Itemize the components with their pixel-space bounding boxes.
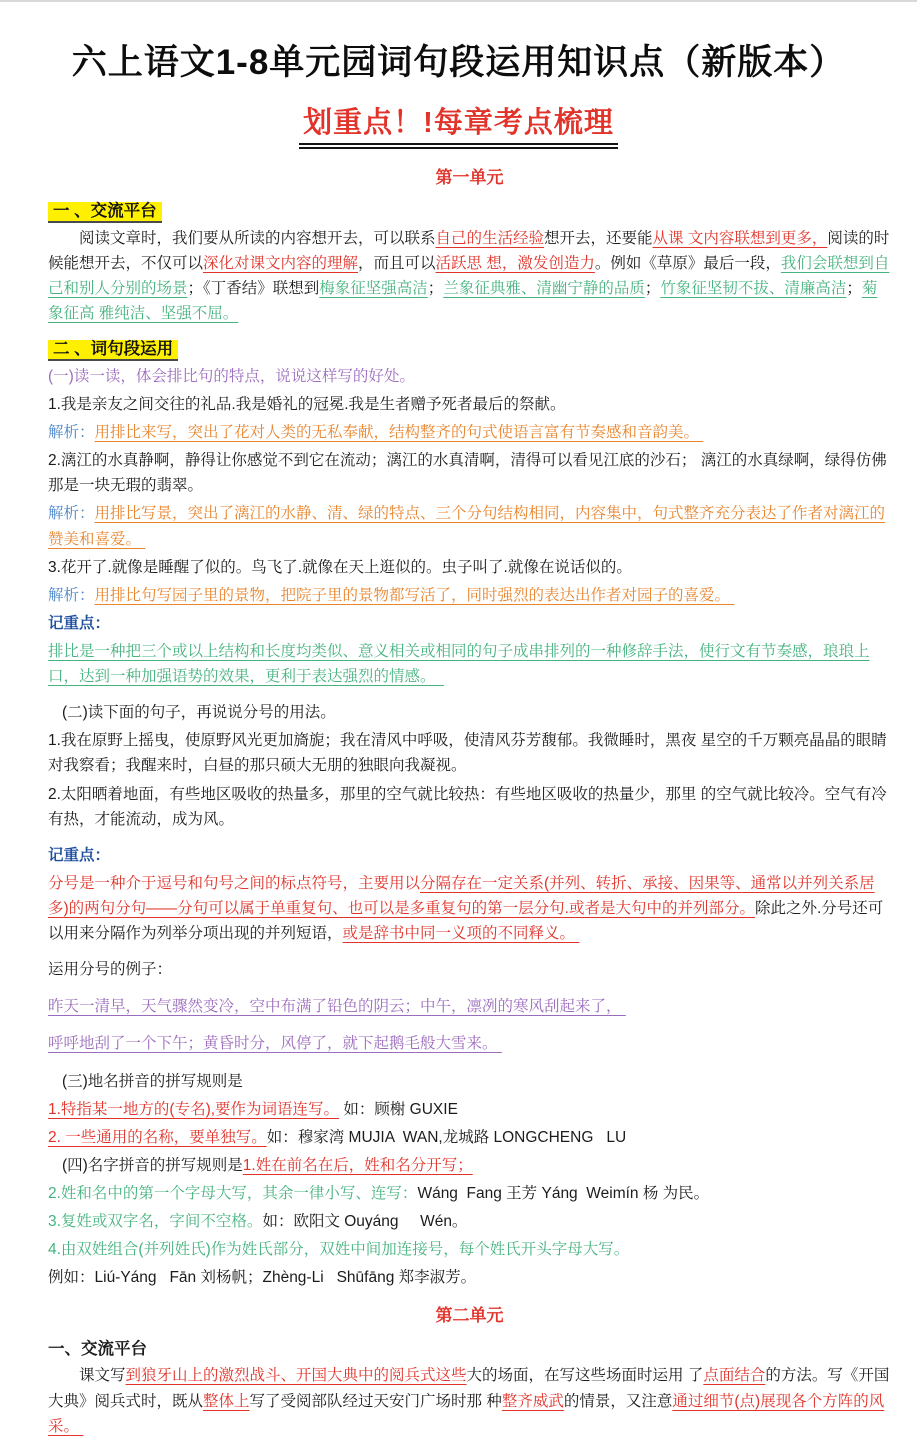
text-segment: 用排比句写园子里的景物，把院子里的景物都写活了，同时强烈的表达出作者对园子的喜爱。 [94,586,735,604]
unit-title [48,1301,891,1326]
text-segment: (三)地名拼音的拼写规则是 [61,1072,243,1090]
paragraph [48,1097,891,1122]
text-segment: 1.特指某一地方的(专名),要作为词语连写。 [48,1100,340,1118]
text-segment: 用排比写景，突出了漓江的水静、清、绿的特点、三个分句结构相同，内容集中，句式整齐充分表达了作者对漓江的赞美和喜爱。 [48,505,886,548]
text-segment: 如：穆家湾 MUJIA WAN,龙城路 LONGCHENG LU [266,1128,627,1146]
paragraph [48,871,891,946]
page-subtitle: 划重点！!每章考点梳理 [299,100,618,149]
text-segment: 课文写 [79,1367,126,1385]
paragraph [48,555,891,580]
text-segment: 排比是一种把三个或以上结构和长度均类似、意义相关或相同的句子成串排列的一种修辞手法，使行文有节奏感，琅琅上口，达到一种加强语势的效果，更利于表达强烈的情感。 [48,643,870,686]
text-segment: 运用分号的例子： [48,961,173,979]
text-segment: 点面结合 [703,1367,766,1385]
paragraph [48,226,891,326]
paragraph [48,728,891,778]
text-segment: 自己的生活经验 [435,229,545,247]
text-segment: (四)名字拼音的拼写规则是 [61,1156,243,1174]
text-segment: 写了受阅部队经过天安门广场时那 种 [249,1392,502,1410]
document-header [0,2,917,149]
page-subtitle-row [0,100,917,149]
paragraph [48,448,891,498]
text-segment: (一)读一读，体会排比句的特点，说说这样写的好处。 [48,367,415,385]
text-segment: ，而且可以 [358,254,436,272]
text-segment: 如：顾榭 GUXIE [339,1100,458,1118]
text-segment: 到狼牙山上的激烈战斗、开国大典中的阅兵式这些 [125,1367,467,1385]
paragraph [48,583,891,608]
text-segment: 菊象征高 雅纯洁、坚强不屈。 [48,279,878,322]
text-segment: 一 、交流平台 [48,202,162,223]
text-segment: 我们会联想到自己和别人分别的场景 [48,254,890,297]
paragraph [48,843,891,868]
text-segment: 解析： [48,505,95,523]
text-segment: 解析： [48,424,95,442]
section-heading-highlighted [48,197,891,221]
section-heading [48,1335,891,1359]
text-segment: 昨天一清早，天气骤然变冷，空中布满了铅色的阴云；中午，凛冽的寒风刮起来了， [48,998,626,1016]
text-segment: 除此之外.分号还可以用来分隔作为列举分项出现的并列短语， [48,900,884,943]
paragraph [48,994,891,1019]
text-segment: 2. 一些通用的名称，要单独写。 [48,1128,267,1146]
paragraph [48,1265,891,1290]
paragraph [48,957,891,982]
text-segment: 的情景，又注意 [563,1392,673,1410]
text-segment: 解析： [48,586,95,604]
text-segment: 记重点： [48,614,111,632]
text-segment: 想开去，还要能 [544,229,653,247]
text-segment: 第二单元 [435,1306,504,1326]
unit-title [48,163,891,188]
text-segment: ； [644,279,661,297]
text-segment: 4.由双姓组合(并列姓氏)作为姓氏部分，双姓中间加连接号，每个姓氏开头字母大写。 [48,1241,630,1259]
text-segment: 兰象征典雅、清幽宁静的品质 [443,279,645,297]
paragraph [48,1237,891,1262]
text-segment: 一、交流平台 [48,1340,147,1359]
text-segment: 阅读文章时，我们要从所读的内容想开去，可以联系 [79,229,436,247]
document-body [0,163,917,1439]
text-segment: 1.我在原野上摇曳，使原野风光更加旖旎；我在清风中呼吸，使清风芬芳馥郁。我微睡时，黑夜 星空的千万颗亮晶晶的眼睛对我察看；我醒来时，白昼的那只硕大无朋的独眼向我凝视。 [48,732,887,775]
paragraph [48,364,891,389]
text-segment: (二)读下面的句子，再说说分号的用法。 [61,704,336,722]
text-segment: Wáng Fang 王芳 Yáng Weimín 杨 为民。 [417,1185,710,1202]
text-segment: 例如：Liú-Yáng Fān 刘杨帆；Zhèng-Li Shūfāng 郑李淑芳。 [48,1269,477,1287]
paragraph [48,782,891,832]
paragraph [48,1181,891,1206]
text-segment: 或是辞书中同一义项的不同释义。 [342,925,580,943]
paragraph [48,501,891,551]
text-segment: 2.漓江的水真静啊，静得让你感觉不到它在流动；漓江的水真清啊，清得可以看见江底的沙石； 漓江的水真绿啊，绿得仿佛那是一块无瑕的翡翠。 [48,452,887,495]
text-segment: 分号是一种介于逗号和句号之间的标点符号，主要用以 [48,874,421,892]
text-segment: 阅读的时候能想开去，不仅可以 [48,229,890,272]
text-segment: 第一单元 [435,167,504,187]
paragraph [48,639,891,689]
section-heading-highlighted [48,335,891,359]
paragraph [48,700,891,725]
paragraph [48,1153,891,1178]
paragraph [48,1069,891,1094]
text-segment: 竹象征坚韧不拔、清廉高洁 [660,279,847,297]
text-segment: ； [846,279,862,297]
paragraph [48,1031,891,1056]
text-segment: 用排比来写，突出了花对人类的无私奉献，结构整齐的句式使语言富有节奏感和音韵美。 [94,424,704,442]
text-segment: ； [427,279,444,297]
page-title: 六上语文1-8单元园词句段运用知识点（新版本） [71,43,846,82]
paragraph [48,420,891,445]
paragraph [48,1209,891,1234]
text-segment: 整体上 [203,1392,250,1410]
text-segment: 的方法。写《开国大典》阅兵式时，既从 [48,1367,890,1410]
text-segment: 3.复姓或双字名，字间不空格。 [48,1213,263,1231]
text-segment: 呼呼地刮了一个下午；黄昏时分，风停了，就下起鹅毛般大雪来。 [48,1035,502,1053]
paragraph [48,392,891,417]
text-segment: 3.花开了.就像是睡醒了似的。鸟飞了.就像在天上逛似的。虫子叫了.就像在说话似的。 [48,558,632,576]
text-segment: 二 、词句段运用 [48,340,178,361]
paragraph [48,1125,891,1150]
text-segment: 分隔存在一定关系(并列、转折、承接、因果等、通常以并列关系居多)的两句分句——分句可以属于单重复句、也可以是多重复句的第一层分句.或者是大句中的并列部分。 [48,874,875,918]
text-segment: ；《丁香结》联想到 [187,279,320,297]
paragraph [48,611,891,636]
text-segment: 整齐威武 [501,1392,564,1410]
text-segment: 。例如《草原》最后一段， [594,254,781,272]
text-segment: 记重点： [48,846,111,864]
text-segment: 大的场面，在写这些场面时运用 了 [466,1367,704,1385]
text-segment: 如：欧阳文 Ouyáng Wén。 [262,1213,468,1231]
text-segment: 2.太阳晒着地面，有些地区吸收的热量多，那里的空气就比较热：有些地区吸收的热量少，那里 的空气就比较冷。空气有冷有热，才能流动，成为风。 [48,785,887,828]
text-segment: 活跃思 想，激发创造力 [435,254,595,272]
text-segment: 1.我是亲友之间交往的礼品.我是婚礼的冠冕.我是生者赠予死者最后的祭献。 [48,396,566,414]
text-segment: 从课 文内容联想到更多， [652,229,828,247]
paragraph [48,1363,891,1438]
text-segment: 梅象征坚强高洁 [319,279,428,297]
text-segment: 1.姓在前名在后，姓和名分开写； [242,1156,473,1174]
text-segment: 通过细节(点)展现各个方阵的风采。 [48,1392,885,1435]
text-segment: 深化对课文内容的理解 [203,254,359,272]
text-segment: 2.姓和名中的第一个字母大写，其余一律小写、连写： [48,1185,418,1202]
